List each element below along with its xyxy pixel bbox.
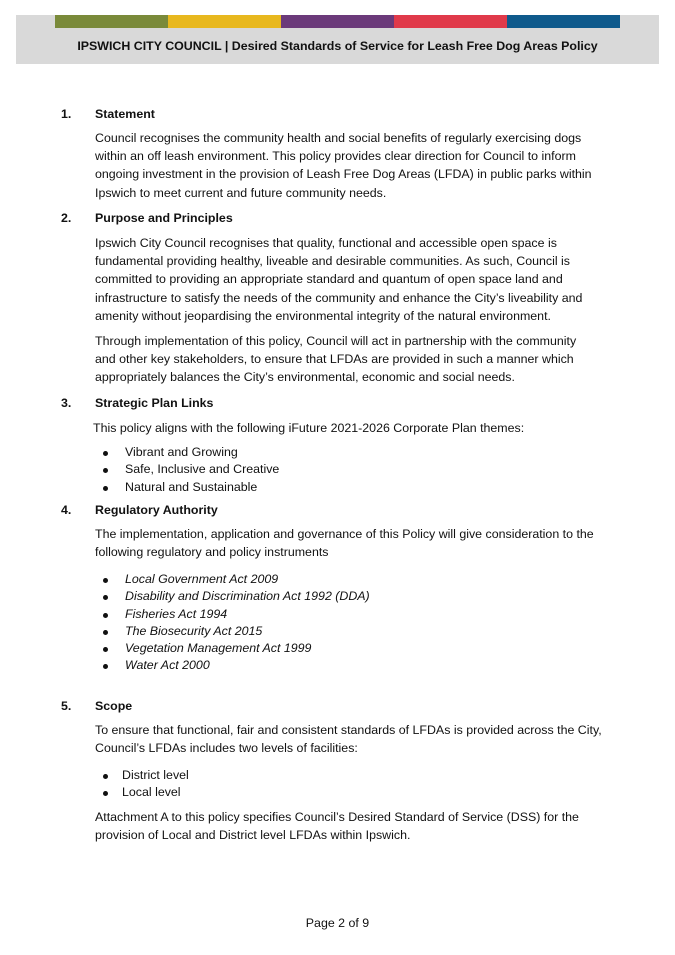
text-line: provision of Local and District level LFDAs within Ipswich. bbox=[95, 828, 411, 843]
bullet-icon bbox=[103, 791, 108, 796]
color-bar-segment-blue bbox=[507, 15, 620, 28]
text-line: following regulatory and policy instruments bbox=[95, 545, 329, 560]
text-line: Council’s LFDAs includes two levels of facilities: bbox=[95, 741, 358, 756]
section-heading: Purpose and Principles bbox=[95, 211, 233, 225]
section-paragraph bbox=[95, 808, 615, 844]
bullet-icon bbox=[103, 578, 108, 583]
section-paragraph bbox=[95, 234, 615, 325]
header-color-bar bbox=[55, 15, 620, 28]
section-number: 2. bbox=[61, 211, 72, 225]
color-bar-segment-purple bbox=[281, 15, 394, 28]
section-paragraph bbox=[95, 129, 615, 202]
bullet-icon bbox=[103, 630, 108, 635]
text-line: Council recognises the community health and social benefits of regularly exercising dogs bbox=[95, 131, 582, 145]
section-paragraph bbox=[95, 525, 615, 561]
section-number: 4. bbox=[61, 503, 72, 517]
text-line: and other key stakeholders, to ensure that LFDAs are provided in such a manner which bbox=[95, 352, 574, 367]
section-paragraph bbox=[95, 332, 615, 387]
bullet-icon bbox=[103, 451, 108, 456]
text-line: ongoing investment in the provision of Leash Free Dog Areas (LFDA) in public parks within bbox=[95, 167, 592, 182]
section-heading: Statement bbox=[95, 107, 155, 121]
color-bar-segment-yellow bbox=[168, 15, 281, 28]
text-line: This policy aligns with the following iFuture 2021-2026 Corporate Plan themes: bbox=[93, 421, 525, 435]
section-paragraph bbox=[95, 721, 615, 757]
section-heading: Regulatory Authority bbox=[95, 503, 218, 517]
section-number: 5. bbox=[61, 699, 72, 713]
section-number: 3. bbox=[61, 396, 72, 410]
text-line: Ipswich City Council recognises that quality, functional and accessible open space is bbox=[95, 236, 557, 250]
section-heading: Scope bbox=[95, 699, 133, 713]
bullet-icon bbox=[103, 595, 108, 600]
section-number: 1. bbox=[61, 107, 72, 121]
section-heading: Strategic Plan Links bbox=[95, 396, 214, 410]
text-line: committed to providing an appropriate standard and quantum of open space land and bbox=[95, 272, 563, 287]
bullet-icon bbox=[103, 647, 108, 652]
section-paragraph bbox=[93, 419, 613, 437]
bullet-icon bbox=[103, 664, 108, 669]
text-line: amenity without jeopardising the environmental integrity of the natural environment. bbox=[95, 308, 551, 323]
page-number: Page 2 of 9 bbox=[305, 916, 370, 930]
bullet-icon bbox=[103, 468, 108, 473]
color-bar-segment-red bbox=[394, 15, 507, 28]
text-line: Attachment A to this policy specifies Council’s Desired Standard of Service (DSS) for the bbox=[95, 810, 579, 824]
text-line: Ipswich to meet current and future community needs. bbox=[95, 185, 387, 200]
text-line: To ensure that functional, fair and consistent standards of LFDAs is provided across the City, bbox=[95, 723, 602, 737]
page-header bbox=[16, 15, 659, 64]
text-line: appropriately balances the City’s environmental, economic and social needs. bbox=[95, 370, 515, 385]
bullet-icon bbox=[103, 774, 108, 779]
bullet-icon bbox=[103, 613, 108, 618]
color-bar-segment-olive bbox=[55, 15, 168, 28]
document-title: IPSWICH CITY COUNCIL | Desired Standards of Service for Leash Free Dog Areas Policy bbox=[77, 39, 598, 53]
text-line: The implementation, application and governance of this Policy will give consideration to the bbox=[95, 527, 594, 541]
text-line: Through implementation of this policy, Council will act in partnership with the community bbox=[95, 334, 577, 348]
text-line: fundamental providing healthy, liveable and desirable communities. As such, Council is bbox=[95, 254, 571, 269]
text-line: within an off leash environment. This policy provides clear direction for Council to inform bbox=[95, 149, 576, 164]
bullet-icon bbox=[103, 486, 108, 491]
text-line: infrastructure to satisfy the needs of the community and enhance the City’s liveability and bbox=[95, 290, 583, 305]
